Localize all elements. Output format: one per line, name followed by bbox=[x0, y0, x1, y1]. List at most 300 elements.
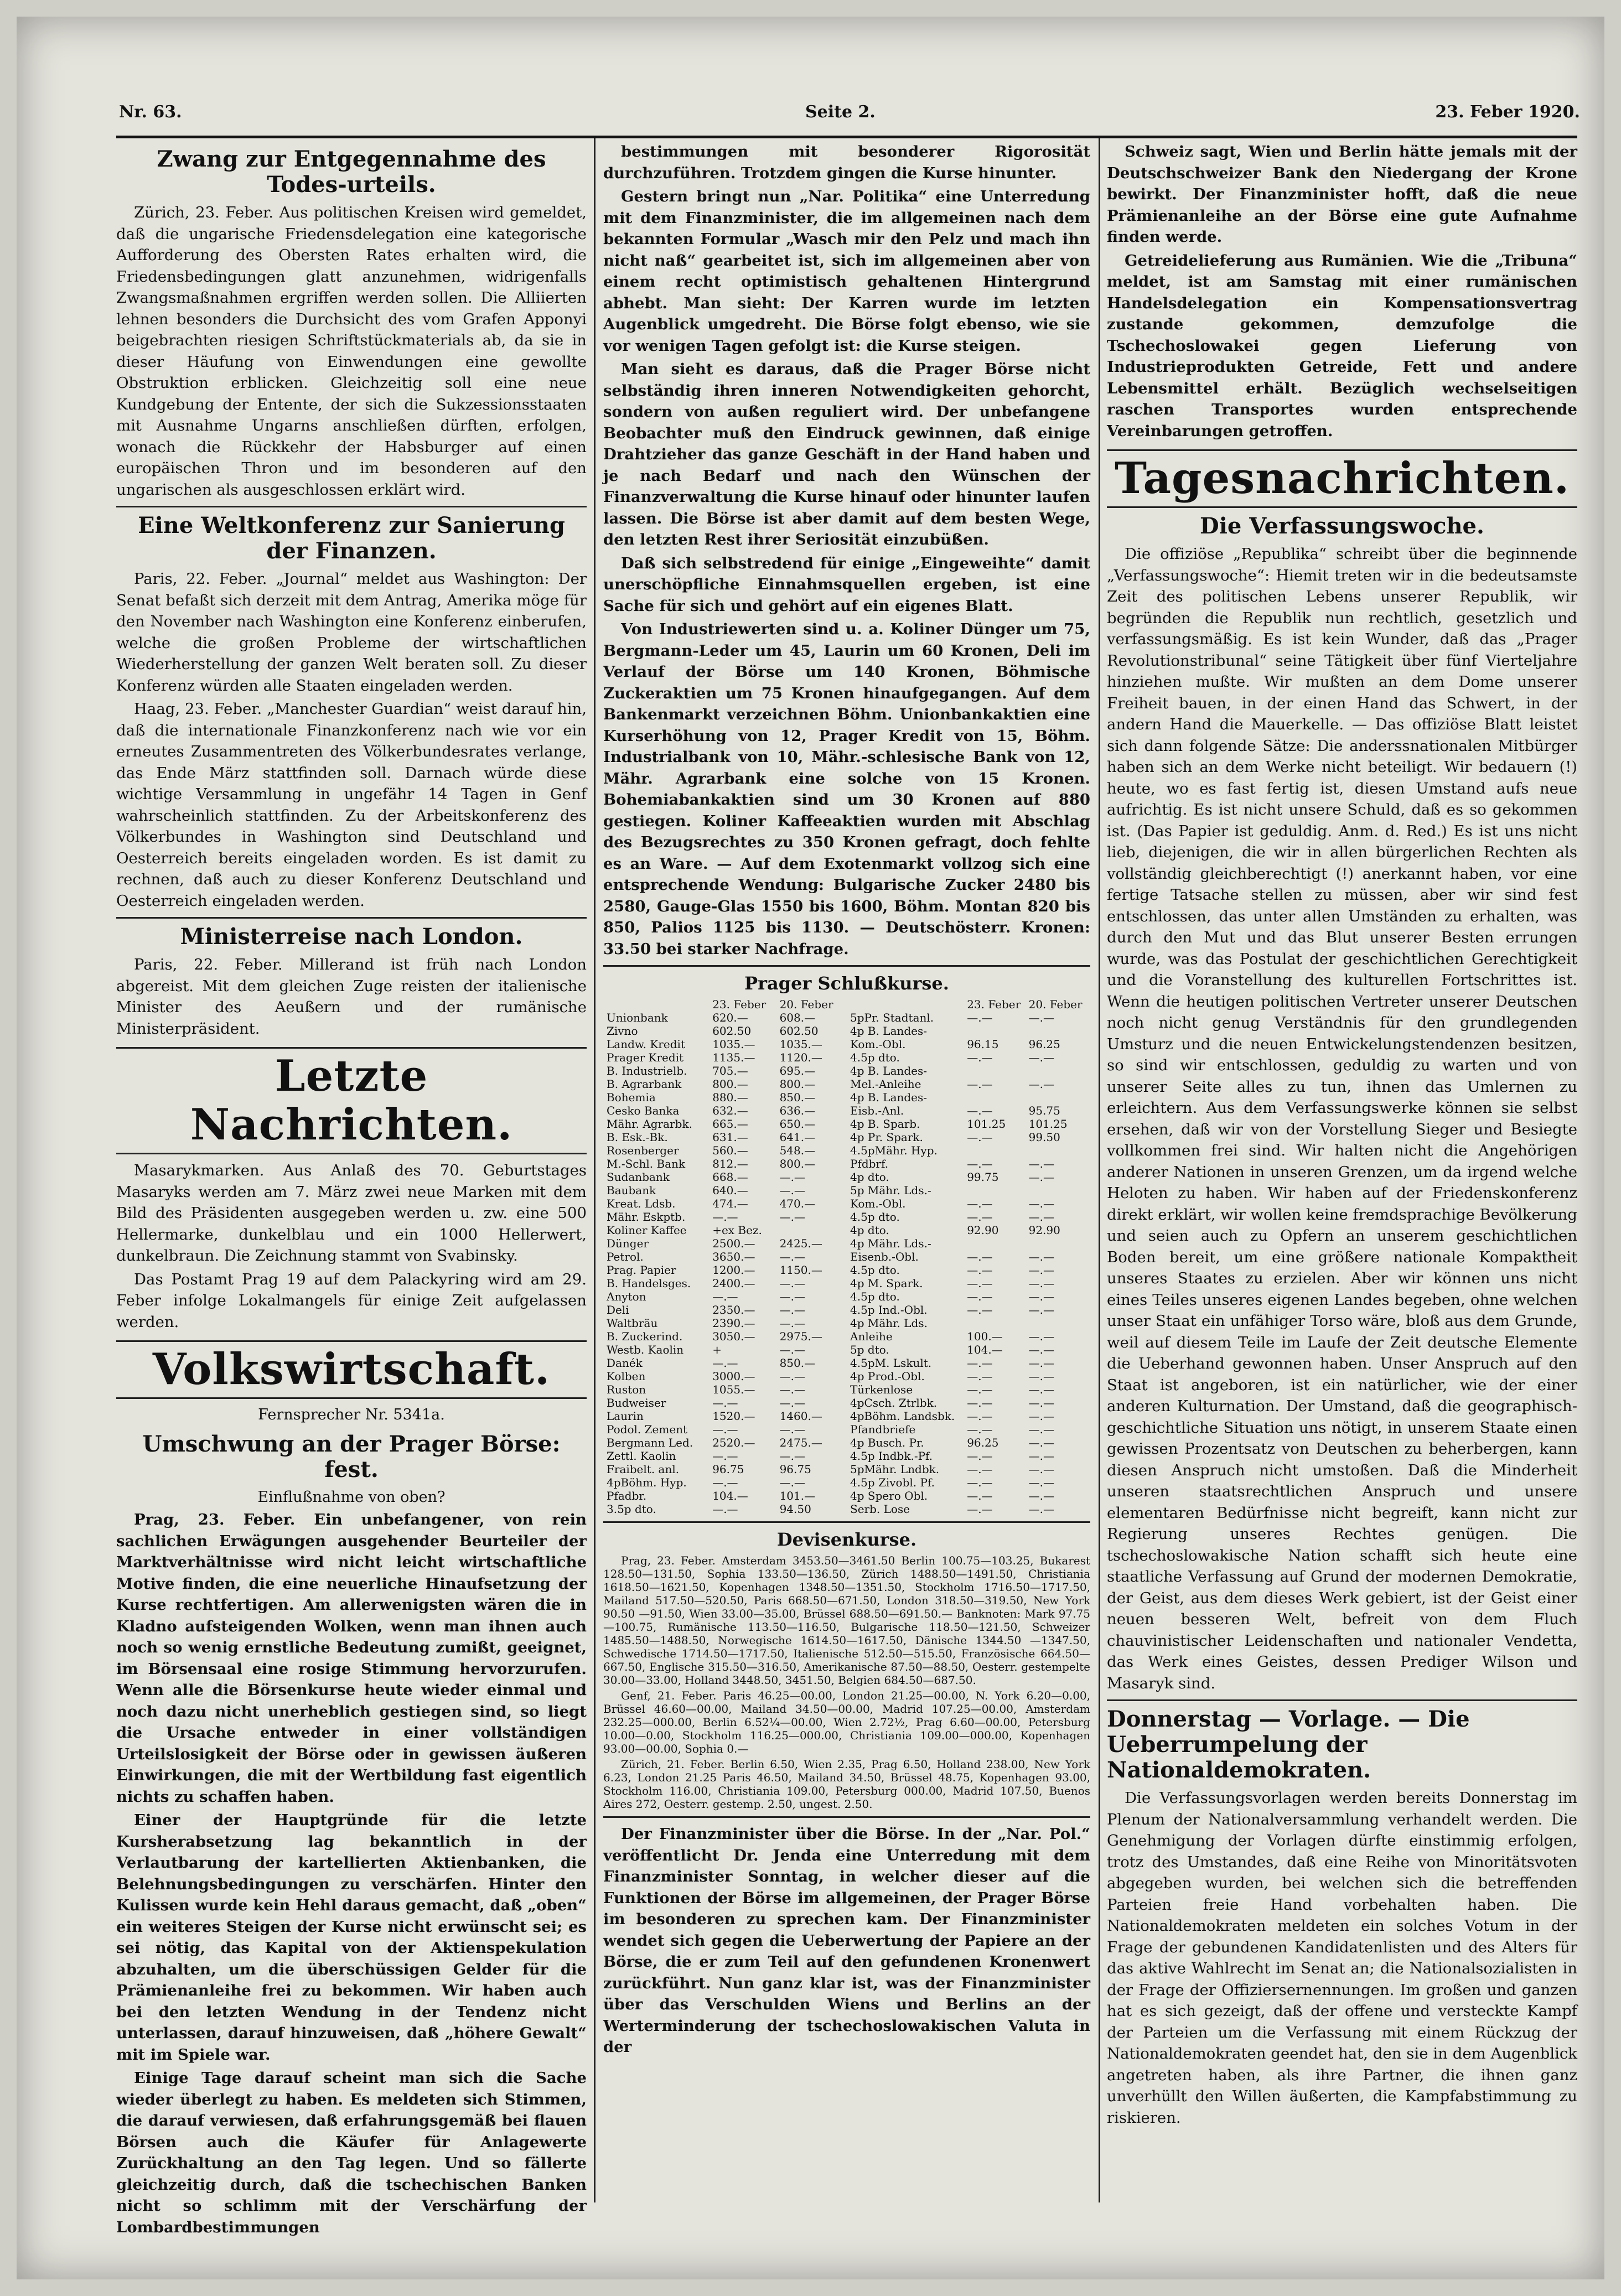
stock-price: —.— bbox=[779, 1210, 805, 1224]
stock-price bbox=[1027, 1317, 1089, 1330]
table-row bbox=[605, 1463, 845, 1476]
article-title: Donnerstag — Vorlage. — Die Ueberrumpelung der Nationaldemokraten. bbox=[1107, 1706, 1470, 1783]
table-row bbox=[848, 1449, 1089, 1463]
stock-name: Prager Kredit bbox=[607, 1051, 684, 1064]
article-subtitle: Einflußnahme von oben? bbox=[257, 1488, 446, 1506]
table-row bbox=[605, 1011, 845, 1024]
table-row bbox=[605, 1370, 845, 1383]
phone-number: Fernsprecher Nr. 5341a. bbox=[258, 1406, 445, 1423]
stock-price: —.— bbox=[967, 1409, 993, 1423]
stock-price: +ex Bez. bbox=[712, 1224, 762, 1237]
stock-name: B. Esk.-Bk. bbox=[607, 1131, 668, 1144]
stock-price: —.— bbox=[1028, 1502, 1054, 1516]
stock-price: 602.50 bbox=[712, 1024, 752, 1038]
stock-price: —.— bbox=[1028, 1051, 1054, 1064]
issue-date: 23. Feber 1920. bbox=[1435, 102, 1580, 122]
stock-name: 4p Mähr. Lds. bbox=[850, 1317, 928, 1330]
stock-price: —.— bbox=[779, 1184, 805, 1197]
table-row bbox=[848, 1224, 1089, 1237]
stock-price: —.— bbox=[967, 1463, 993, 1476]
stock-price: 2390.— bbox=[712, 1317, 755, 1330]
stock-price: 92.90 bbox=[1028, 1224, 1060, 1237]
article-text: Einige Tage darauf scheint man sich die Sache wieder überlegt zu haben. Es meldeten sich Stimmen, die darauf verwiesen, daß erfahrungsgemäß bei flauen Börsen auch die Käufer für Anlagewerte Zurückhaltung an den Tag legen. Und so fällerte gleichzeitig durch, daß die tschechischen Banken nicht so schlimm mit der Verschärfung der Lombardbestimmungen bbox=[116, 2069, 587, 2236]
article-text: Schweiz sagt, Wien und Berlin hätte jemals mit der Deutschschweizer Bank den Niedergang der Krone bewirkt. Der Finanzminister hofft, daß die neue Prämienanleihe an der Börse eine gute Aufnahme finden werde. bbox=[1107, 143, 1577, 246]
stock-name: Mähr. Eskptb. bbox=[607, 1210, 686, 1224]
table-row bbox=[848, 1356, 1089, 1370]
stock-price: 2520.— bbox=[712, 1436, 755, 1449]
article-title: Die Verfassungswoche. bbox=[1200, 513, 1484, 539]
table-row bbox=[848, 1091, 1089, 1104]
table-row bbox=[848, 1197, 1089, 1210]
stock-price: —.— bbox=[1028, 1449, 1054, 1463]
stock-price: —.— bbox=[967, 1131, 993, 1144]
stock-price: 92.90 bbox=[967, 1224, 999, 1237]
stock-price: —.— bbox=[712, 1396, 738, 1409]
article-text: Die Verfassungsvorlagen werden bereits Donnerstag im Plenum der Nationalversammlung verhandelt werden. Die Genehmigung der Vorlagen dürfte einstimmig erfolgen, trotz des Umstandes, daß eine Reihe von Minoritätsvoten abgegeben wurden, bei welchen sich die betreffenden Parteien freie Hand vorbehalten haben. Die Nationaldemokraten meldeten ein solches Votum in der Frage der gebundenen Kandidatenlisten und des Alters für das aktive Wahlrecht im Senat an; die Nationalsozialisten in der Frage der Offiziersernennungen. Im großen und ganzen hat es sich gezeigt, daß der offene und versteckte Kampf der Parteien um die Verfassung mit einem Rückzug der Nationaldemokraten geendet hat, den sie in dem Augenblick angetreten haben, als ihre Partner, die ihnen ganz unverhüllt den Willen äußerten, die Kampfabstimmung zu riskieren. bbox=[1107, 1789, 1577, 2127]
stock-name: B. Industrielb. bbox=[607, 1064, 687, 1077]
stock-name: Anyton bbox=[607, 1290, 646, 1303]
stock-name: Waltbräu bbox=[607, 1317, 658, 1330]
stock-price bbox=[965, 1144, 1027, 1157]
stock-price: —.— bbox=[779, 1396, 805, 1409]
stock-price: —.— bbox=[1028, 1476, 1054, 1489]
stock-name: 4p Spero Obl. bbox=[850, 1489, 928, 1502]
stock-name: Fraibelt. anl. bbox=[607, 1463, 680, 1476]
table-row bbox=[605, 1131, 845, 1144]
article-text: Haag, 23. Feber. „Manchester Guardian“ weist darauf hin, daß die internationale Finanzkonferenz nach wie vor ein erneutes Zusammentreten des Völkerbundesrates verlange, das Ende März stattfinden soll. Darnach würde diese wichtige Versammlung in ungefähr 14 Tagen in Genf wahrscheinlich stattfinden. Zu der Arbeitskonferenz des Völkerbundes in Washington sind Deutschland und Oesterreich bereits eingeladen worden. Es ist damit zu rechnen, daß auch zu dieser Konferenz Deutschland und Oesterreich eingeladen werden. bbox=[116, 700, 587, 910]
stock-price: 474.— bbox=[712, 1197, 748, 1210]
table-row bbox=[848, 1476, 1089, 1489]
table-row bbox=[605, 1317, 845, 1330]
stock-price: —.— bbox=[712, 1449, 738, 1463]
stock-price: 3650.— bbox=[712, 1250, 755, 1263]
stock-price: 104.— bbox=[967, 1343, 1003, 1356]
stock-price: 800.— bbox=[779, 1157, 816, 1170]
stock-price: —.— bbox=[779, 1317, 805, 1330]
stock-price: 2500.— bbox=[712, 1237, 755, 1250]
stock-price: —.— bbox=[779, 1303, 805, 1317]
stock-name: Rosenberger bbox=[607, 1144, 679, 1157]
table-row bbox=[605, 1396, 845, 1409]
stock-price: —.— bbox=[712, 1290, 738, 1303]
stock-name: B. Zuckerind. bbox=[607, 1330, 683, 1343]
stock-price: 96.25 bbox=[967, 1436, 999, 1449]
stock-price bbox=[965, 1091, 1027, 1104]
article-text: Daß sich selbstredend für einige „Eingeweihte“ damit unerschöpfliche Einnahmsquellen ergeben, ist eine Sache für sich und gehört auf ein eigenes Blatt. bbox=[603, 554, 1090, 615]
stock-name: 4p B. Landes- bbox=[850, 1064, 928, 1077]
stock-price: —.— bbox=[779, 1290, 805, 1303]
header-rule bbox=[116, 136, 1577, 138]
stock-name: 4.5pMähr. Hyp. bbox=[850, 1144, 938, 1157]
column-3 bbox=[1107, 141, 1577, 2200]
table-row bbox=[848, 1463, 1089, 1476]
table-row bbox=[848, 1330, 1089, 1343]
separator bbox=[1107, 1699, 1577, 1701]
table-row bbox=[605, 1157, 845, 1170]
stock-price: —.— bbox=[1028, 1011, 1054, 1024]
separator bbox=[116, 506, 587, 507]
stock-name: 4.5p dto. bbox=[850, 1210, 900, 1224]
stock-price: —.— bbox=[967, 1077, 993, 1091]
stock-price: —.— bbox=[779, 1277, 805, 1290]
table-row bbox=[605, 1038, 845, 1051]
article-text: Prag, 23. Feber. Ein unbefangener, von rein sachlichen Erwägungen ausgehender Beurteiler der Marktverhältnisse wird nicht leicht wirtschaftliche Motive finden, die eine neuerliche Hinaufsetzung der Kurse rechtfertigen. Am allerwenigsten wären die in Kladno aufsteigenden Wolken, wenn man ihnen auch noch so wenig ernstliche Bedeutung zumißt, geeignet, im Börsensaal eine rosige Stimmung hervorzurufen. Wenn alle die Börsenkurse heute wieder einmal und noch dazu nicht unerheblich gestiegen sind, so liegt die Ursache entweder in einer vollständigen Urteilslosigkeit der Börse oder in gewissen äußeren Einwirkungen, die mit der Wertbildung fast eigentlich nichts zu schaffen haben. bbox=[116, 1511, 587, 1806]
stock-name: 4.5p Ind.-Obl. bbox=[850, 1303, 928, 1317]
stock-name: 4p Prod.-Obl. bbox=[850, 1370, 925, 1383]
stock-price: —.— bbox=[779, 1383, 805, 1396]
stock-price: —.— bbox=[967, 1210, 993, 1224]
article-text: Einer der Hauptgründe für die letzte Kursherabsetzung lag bekanntlich in der Verlautbarung der kartellierten Aktienbanken, die Belehnungsbedingungen zu verschärfen. Hinter den Kulissen wurde kein Hehl daraus gemacht, daß „oben“ ein weiteres Steigen der Kurse nicht erwünscht sei; es sei nötig, das Kapital von der Aktienspekulation abzuhalten, um die überschüssigen Gelder für die Prämienanleihe frei zu bekommen. Wir haben auch bei den letzten Wendung in der Tendenz nicht unterlassen, darauf hinzuweisen, daß „höhere Gewalt“ mit im Spiele war. bbox=[116, 1811, 587, 2064]
stock-price: 2400.— bbox=[712, 1277, 755, 1290]
stock-price: —.— bbox=[1028, 1409, 1054, 1423]
article-text: Von Industriewerten sind u. a. Koliner Dünger um 75, Bergmann-Leder um 45, Laurin um 60 Kronen, Deli im Verlauf der Börse um 140 Kronen, Böhmische Zuckeraktien um 75 Kronen hinaufgegangen. Auf dem Bankenmarkt verzeichnen Böhm. Unionbankaktien eine Kurserhöhung von 12, Prager Kredit von 15, Böhm. Industrialbank von 10, Mähr.-schlesische Bank von 12, Mähr. Agrarbank eine solche von 15 Kronen. Bohemiabankaktien sind um 30 Kronen auf 880 gestiegen. Koliner Kaffeeaktien wurden mit Abschlag des Bezugsrechtes zu 350 Kronen gefragt, doch fehlte es an Ware. — Auf dem Exotenmarkt vollzog sich eine entsprechende Wendung: Bulgarische Zucker 2480 bis 2580, Gauge-Glas 1550 bis 1600, Böhm. Montan 820 bis 850, Palios 1125 bis 1130. — Deutschösterr. Kronen: 33.50 bei starker Nachfrage. bbox=[603, 620, 1090, 958]
table-row bbox=[605, 1449, 845, 1463]
stock-name: 5pMähr. Lndbk. bbox=[850, 1463, 940, 1476]
stock-name: Landw. Kredit bbox=[607, 1038, 685, 1051]
stock-price: 632.— bbox=[712, 1104, 748, 1117]
stock-price: —.— bbox=[967, 1197, 993, 1210]
stock-price: —.— bbox=[1028, 1356, 1054, 1370]
stock-price: 560.— bbox=[712, 1144, 748, 1157]
stock-name: Cesko Banka bbox=[607, 1104, 680, 1117]
table-row bbox=[605, 1502, 845, 1516]
article-text: Zürich, 23. Feber. Aus politischen Kreisen wird gemeldet, daß die ungarische Friedensdelegation eine kategorische Aufforderung des Obersten Rates erhalten wird, die Friedensbedingungen glatt anzunehmen, widrigenfalls Zwangsmaßnahmen ergriffen werden sollen. Die Alliierten lehnen besonders die Durchsicht des vom Grafen Apponyi beigebrachten riesigen Schriftstückmaterials ab, da sie in dieser Häufung von Einwendungen eine gewollte Obstruktion erblicken. Gleichzeitig soll eine neue Kundgebung der Entente, der sich die Sukzessionsstaaten mit Ausnahme Ungarns anschließen dürften, erfolgen, wonach die Rückkehr der Habsburger auf einen europäischen Thron und im besonderen auf den ungarischen als ausgeschlossen erklärt wird. bbox=[116, 204, 587, 499]
stock-price: —.— bbox=[779, 1476, 805, 1489]
stock-price: 2425.— bbox=[779, 1237, 822, 1250]
table-row bbox=[848, 1303, 1089, 1317]
page-header bbox=[119, 102, 1580, 136]
stock-price: —.— bbox=[967, 1303, 993, 1317]
separator bbox=[603, 1816, 1090, 1818]
table-row bbox=[848, 1423, 1089, 1436]
table-row bbox=[605, 1383, 845, 1396]
stock-name: Podol. Zement bbox=[607, 1423, 688, 1436]
article-text: Masarykmarken. Aus Anlaß des 70. Geburtstages Masaryks werden am 7. März zwei neue Marken mit dem Bild des Präsidenten ausgegeben werden u. zw. eine 500 Hellermarke, dunkelblau und ein 1000 Hellerwert, dunkelbraun. Die Zeichnung stammt von Svabinsky. bbox=[116, 1162, 587, 1264]
stock-price: —.— bbox=[967, 1489, 993, 1502]
stock-price: 1150.— bbox=[779, 1263, 822, 1277]
stock-price bbox=[965, 1184, 1027, 1197]
stock-price: —.— bbox=[967, 1157, 993, 1170]
column-divider-1 bbox=[594, 138, 595, 2202]
table-row bbox=[605, 1117, 845, 1131]
stock-name: M.-Schl. Bank bbox=[607, 1157, 686, 1170]
table-row bbox=[848, 1184, 1089, 1197]
stock-price: —.— bbox=[1028, 1077, 1054, 1091]
table-row bbox=[848, 1038, 1089, 1051]
stock-price: —.— bbox=[779, 1370, 805, 1383]
table-row bbox=[605, 1330, 845, 1343]
table-row bbox=[605, 1303, 845, 1317]
stock-name: 4.5pM. Lskult. bbox=[850, 1356, 932, 1370]
exchange-rates-text: Prag, 23. Feber. Amsterdam 3453.50—3461.50 Berlin 100.75—103.25, Bukarest 128.50—131.50, Sophia 133.50—136.50, Zürich 1488.50—1491.50, Christiania 1618.50—1621.50, Kopenhagen 1348.50—1351.50, Stockholm 1716.50—1717.50, Mailand 517.50—520.50, Paris 668.50—671.50, London 318.50—319.50, New York 90.50 —91.50, Wien 33.00—35.00, Brüssel 688.50—691.50.— Banknoten: Mark 97.75—100.75, Rumänische 113.50—116.50, Bulgarische 118.50—121.50, Schweizer 1485.50—1488.50, Norwegische 1614.50—1617.50, Dänische 1344.50 —1347.50, Schwedische 1714.50—1717.50, Italienische 512.50—515.50, Französische 664.50—667.50, Englische 315.50—316.50, Amerikanische 87.50—88.50, Oesterr. gestempelte 30.00—33.00, Holland 3448.50, 3451.50, Belgien 684.50—687.50. bbox=[603, 1554, 1090, 1687]
stock-price: 620.— bbox=[712, 1011, 748, 1024]
stock-price: 3000.— bbox=[712, 1370, 755, 1383]
stock-price: —.— bbox=[779, 1170, 805, 1184]
article-text: Man sieht es daraus, daß die Prager Börse nicht selbständig ihren inneren Notwendigkeiten gehorcht, sondern von außen reguliert wird. Der unbefangene Beobachter muß den Eindruck gewinnen, daß einige Drahtzieher das ganze Geschäft in der Hand haben und je nach Bedarf und nach den Wünschen der Finanzverwaltung die Kurse hinauf oder hinunter laufen lassen. Die Börse ist aber damit auf dem besten Wege, den letzten Rest ihrer Seriosität einzubüßen. bbox=[603, 360, 1090, 548]
table-row bbox=[848, 1317, 1089, 1330]
stock-price: 2475.— bbox=[779, 1436, 822, 1449]
separator bbox=[116, 917, 587, 919]
stock-name: 4p dto. bbox=[850, 1170, 889, 1184]
table-row bbox=[605, 1423, 845, 1436]
table-row bbox=[605, 1250, 845, 1263]
article-title: Umschwung an der Prager Börse: fest. bbox=[142, 1431, 561, 1483]
table-row bbox=[848, 1131, 1089, 1144]
stock-table-left bbox=[605, 998, 845, 1516]
table-row bbox=[848, 1277, 1089, 1290]
column-2 bbox=[603, 141, 1090, 2200]
stock-price: —.— bbox=[1028, 1157, 1054, 1170]
section-title-economy: Volkswirtschaft. bbox=[116, 1340, 587, 1399]
stock-name: Danék bbox=[607, 1356, 643, 1370]
stock-price: —.— bbox=[967, 1356, 993, 1370]
table-row bbox=[848, 1104, 1089, 1117]
stock-price: 880.— bbox=[712, 1091, 748, 1104]
stock-name: 4p Pr. Spark. bbox=[850, 1131, 923, 1144]
stock-name: 4pBöhm. Landsbk. bbox=[850, 1409, 955, 1423]
stock-name: 4p Mähr. Lds.- bbox=[850, 1237, 931, 1250]
table-row bbox=[605, 1476, 845, 1489]
table-row bbox=[848, 1170, 1089, 1184]
table-row bbox=[605, 1436, 845, 1449]
exchange-rates-title: Devisenkurse. bbox=[776, 1529, 917, 1550]
table-header-row: 23. Feber 20. Feber bbox=[712, 998, 833, 1011]
stock-price: 800.— bbox=[712, 1077, 748, 1091]
stock-price bbox=[1027, 1237, 1089, 1250]
table-row bbox=[605, 1170, 845, 1184]
stock-name: 4.5p dto. bbox=[850, 1290, 900, 1303]
stock-name: Budweiser bbox=[607, 1396, 666, 1409]
stock-name: Pfadbr. bbox=[607, 1489, 647, 1502]
stock-name: 4pCsch. Ztrlbk. bbox=[850, 1396, 938, 1409]
article-title: Eine Weltkonferenz zur Sanierung der Finanzen. bbox=[138, 512, 565, 564]
stock-price: 850.— bbox=[779, 1091, 816, 1104]
stock-price: 640.— bbox=[712, 1184, 748, 1197]
separator bbox=[603, 1521, 1090, 1523]
stock-price: —.— bbox=[712, 1476, 738, 1489]
stock-name: 4.5p dto. bbox=[850, 1263, 900, 1277]
table-row bbox=[848, 1064, 1089, 1077]
stock-price bbox=[1027, 1184, 1089, 1197]
stock-price: —.— bbox=[779, 1343, 805, 1356]
stock-name: B. Agrarbank bbox=[607, 1077, 682, 1091]
stock-name: 4p dto. bbox=[850, 1224, 889, 1237]
table-row bbox=[848, 1502, 1089, 1516]
article-title: Zwang zur Entgegennahme des Todes-urteils. bbox=[157, 146, 546, 198]
stock-name: Kreat. Ldsb. bbox=[607, 1197, 676, 1210]
stock-name: 4.5p Indbk.-Pf. bbox=[850, 1449, 933, 1463]
stock-price: —.— bbox=[712, 1356, 738, 1370]
stock-price: 100.— bbox=[967, 1330, 1003, 1343]
table-row bbox=[848, 1290, 1089, 1303]
stock-table-title: Prager Schlußkurse. bbox=[744, 973, 949, 994]
stock-price: —.— bbox=[1028, 1303, 1054, 1317]
page-number: Seite 2. bbox=[805, 102, 876, 122]
stock-price: —.— bbox=[1028, 1343, 1054, 1356]
stock-name: Mähr. Agrarbk. bbox=[607, 1117, 692, 1131]
stock-name: Kolben bbox=[607, 1370, 646, 1383]
stock-name: Anleihe bbox=[850, 1330, 893, 1343]
stock-price: —.— bbox=[967, 1383, 993, 1396]
stock-price: —.— bbox=[967, 1476, 993, 1489]
article-text: Paris, 22. Feber. „Journal“ meldet aus Washington: Der Senat befaßt sich derzeit mit dem Antrag, Amerika möge für den November nach Washington eine Konferenz einberufen, welche die großen Probleme der wirtschaftlichen Wiederherstellung der ganzen Welt beraten soll. Zu dieser Konferenz würden alle Staaten eingeladen werden. bbox=[116, 570, 587, 694]
stock-price bbox=[778, 1224, 845, 1237]
stock-price: 641.— bbox=[779, 1131, 816, 1144]
table-row bbox=[848, 1024, 1089, 1038]
table-row bbox=[848, 1144, 1089, 1157]
stock-price: 1035.— bbox=[779, 1038, 822, 1051]
stock-price: —.— bbox=[967, 1104, 993, 1117]
table-row bbox=[848, 1436, 1089, 1449]
stock-price: —.— bbox=[967, 1423, 993, 1436]
stock-price: 665.— bbox=[712, 1117, 748, 1131]
stock-price: —.— bbox=[1028, 1463, 1054, 1476]
stock-name: Ruston bbox=[607, 1383, 646, 1396]
table-row bbox=[848, 1250, 1089, 1263]
stock-price: 2975.— bbox=[779, 1330, 822, 1343]
stock-price: 99.75 bbox=[967, 1170, 999, 1184]
stock-name: Kom.-Obl. bbox=[850, 1197, 906, 1210]
stock-price: —.— bbox=[967, 1396, 993, 1409]
stock-price bbox=[965, 1317, 1027, 1330]
stock-price bbox=[965, 1237, 1027, 1250]
table-row bbox=[848, 1157, 1089, 1170]
table-header-row: 23. Feber 20. Feber bbox=[967, 998, 1083, 1011]
stock-price: 101.25 bbox=[967, 1117, 1006, 1131]
stock-price bbox=[1027, 1144, 1089, 1157]
stock-price bbox=[965, 1024, 1027, 1038]
stock-name: Zettl. Kaolin bbox=[607, 1449, 676, 1463]
stock-name: 4p Busch. Pr. bbox=[850, 1436, 924, 1449]
stock-price: —.— bbox=[1028, 1197, 1054, 1210]
stock-name: 4p B. Sparb. bbox=[850, 1117, 920, 1131]
stock-name: Eisb.-Anl. bbox=[850, 1104, 904, 1117]
stock-price: —.— bbox=[1028, 1263, 1054, 1277]
stock-price: 1460.— bbox=[779, 1409, 822, 1423]
stock-name: Kom.-Obl. bbox=[850, 1038, 906, 1051]
stock-price: —.— bbox=[779, 1449, 805, 1463]
stock-price: —.— bbox=[1028, 1170, 1054, 1184]
table-row bbox=[848, 1011, 1089, 1024]
exchange-rates-text: Genf, 21. Feber. Paris 46.25—00.00, London 21.25—00.00, N. York 6.20—0.00, Brüssel 46.60—00.00, Mailand 34.50—00.00, Madrid 107.25—00.00, Amsterdam 232.25—000.00, Berlin 6.52¼—00.00, Wien 2.72½, Prag 6.60—00.00, Petersburg 10.00—0.00, Stockholm 116.25—000.00, Christiania 109.00—000.00, Kopenhagen 93.00—00.00, Sophia 0.— bbox=[603, 1689, 1090, 1755]
stock-name: 5p dto. bbox=[850, 1343, 889, 1356]
stock-name: Prag. Papier bbox=[607, 1263, 676, 1277]
table-row bbox=[605, 1077, 845, 1091]
stock-name: 4p M. Spark. bbox=[850, 1277, 923, 1290]
stock-name: Westb. Kaolin bbox=[607, 1343, 684, 1356]
stock-price: —.— bbox=[1028, 1290, 1054, 1303]
stock-name: Laurin bbox=[607, 1409, 644, 1423]
stock-name: Petrol. bbox=[607, 1250, 644, 1263]
article-title: Ministerreise nach London. bbox=[180, 924, 523, 950]
stock-price: 602.50 bbox=[779, 1024, 819, 1038]
stock-price: + bbox=[712, 1343, 722, 1356]
stock-name: Pfandbriefe bbox=[850, 1423, 916, 1436]
table-row bbox=[605, 1277, 845, 1290]
stock-price: 94.50 bbox=[779, 1502, 811, 1516]
table-row bbox=[605, 1024, 845, 1038]
stock-name: Sudanbank bbox=[607, 1170, 670, 1184]
table-row bbox=[848, 1263, 1089, 1277]
stock-table bbox=[603, 998, 1090, 1516]
stock-price bbox=[1027, 1024, 1089, 1038]
stock-price: —.— bbox=[779, 1423, 805, 1436]
stock-name: Eisenb.-Obl. bbox=[850, 1250, 919, 1263]
stock-price: 636.— bbox=[779, 1104, 816, 1117]
separator bbox=[603, 965, 1090, 967]
stock-price: 1055.— bbox=[712, 1383, 755, 1396]
table-row bbox=[605, 1263, 845, 1277]
stock-price bbox=[965, 1064, 1027, 1077]
stock-name: Baubank bbox=[607, 1184, 656, 1197]
article-text: Der Finanzminister über die Börse. In der „Nar. Pol.“ veröffentlicht Dr. Jenda eine Unterredung mit dem Finanzminister Sonntag, in welcher dieser auf die Funktionen der Börse im allgemeinen, der Prager Börse im besonderen zu sprechen kam. Der Finanzminister wendet sich gegen die Ueberwertung der Papiere an der Börse, die er zum Teil auf den gefundenen Kronenwert zurückführt. Nun ganz klar ist, was der Finanzminister über das Verschulden Wiens und Berlins an der Werterminderung der tschechoslowakischen Valuta in der bbox=[603, 1825, 1090, 2056]
stock-price: —.— bbox=[712, 1423, 738, 1436]
stock-price: —.— bbox=[967, 1263, 993, 1277]
stock-name: 3.5p dto. bbox=[607, 1502, 656, 1516]
stock-price: —.— bbox=[967, 1250, 993, 1263]
table-row bbox=[605, 1144, 845, 1157]
exchange-rates-text: Zürich, 21. Feber. Berlin 6.50, Wien 2.35, Prag 6.50, Holland 238.00, New York 6.23, London 21.25 Paris 46.50, Mailand 34.50, Brüssel 48.75, Kopenhagen 93.00, Stockholm 116.00, Christiania 109.00, Petersburg 000.00, Madrid 107.50, Buenos Aires 272, Oesterr. gestemp. 2.50, ungest. 2.50. bbox=[603, 1758, 1090, 1811]
stock-name: Bergmann Led. bbox=[607, 1436, 693, 1449]
article-text: Getreidelieferung aus Rumänien. Wie die „Tribuna“ meldet, ist am Samstag mit einer rumänischen Handelsdelegation ein Kompensationsvertrag zustande gekommen, demzufolge die Tschechoslowakei gegen Lieferung von Industrieprodukten Getreide, Fett und andere Lebensmittel erhält. Bezüglich wechselseitigen raschen Transportes wurden entsprechende Vereinbarungen getroffen. bbox=[1107, 251, 1577, 440]
stock-price: 650.— bbox=[779, 1117, 816, 1131]
stock-name: 5pPr. Stadtanl. bbox=[850, 1011, 934, 1024]
column-1 bbox=[116, 141, 587, 2236]
stock-price: —.— bbox=[1028, 1210, 1054, 1224]
stock-price bbox=[1027, 1091, 1089, 1104]
table-row bbox=[848, 1409, 1089, 1423]
stock-name: Pfdbrf. bbox=[850, 1157, 889, 1170]
table-row bbox=[848, 1489, 1089, 1502]
stock-name: Koliner Kaffee bbox=[607, 1224, 687, 1237]
stock-price: 96.15 bbox=[967, 1038, 999, 1051]
table-row bbox=[848, 1051, 1089, 1064]
stock-price: —.— bbox=[1028, 1330, 1054, 1343]
stock-price: 1035.— bbox=[712, 1038, 755, 1051]
stock-name: Unionbank bbox=[607, 1011, 668, 1024]
stock-price: —.— bbox=[967, 1290, 993, 1303]
stock-price bbox=[1027, 1064, 1089, 1077]
stock-price: —.— bbox=[967, 1502, 993, 1516]
stock-price: 95.75 bbox=[1028, 1104, 1060, 1117]
stock-name: Türkenlose bbox=[850, 1383, 913, 1396]
table-row bbox=[605, 1237, 845, 1250]
table-row bbox=[848, 1237, 1089, 1250]
stock-price: 631.— bbox=[712, 1131, 748, 1144]
table-row bbox=[605, 1290, 845, 1303]
table-row bbox=[848, 1077, 1089, 1091]
table-row bbox=[605, 1104, 845, 1117]
stock-name: 4.5p dto. bbox=[850, 1051, 900, 1064]
stock-price: 850.— bbox=[779, 1356, 816, 1370]
stock-price: 1120.— bbox=[779, 1051, 822, 1064]
stock-price: —.— bbox=[779, 1250, 805, 1263]
stock-price: 96.25 bbox=[1028, 1038, 1060, 1051]
stock-price: 2350.— bbox=[712, 1303, 755, 1317]
stock-name: 5p Mähr. Lds.- bbox=[850, 1184, 931, 1197]
stock-name: 4p B. Landes- bbox=[850, 1091, 928, 1104]
table-row bbox=[605, 1343, 845, 1356]
stock-price: —.— bbox=[1028, 1396, 1054, 1409]
stock-name: Deli bbox=[607, 1303, 629, 1317]
table-row bbox=[605, 1051, 845, 1064]
stock-price: —.— bbox=[1028, 1250, 1054, 1263]
section-title-daily-news: Tagesnachrichten. bbox=[1107, 449, 1577, 508]
stock-price: —.— bbox=[1028, 1370, 1054, 1383]
issue-number: Nr. 63. bbox=[119, 102, 182, 122]
stock-table-right bbox=[848, 998, 1089, 1516]
table-row bbox=[605, 1356, 845, 1370]
